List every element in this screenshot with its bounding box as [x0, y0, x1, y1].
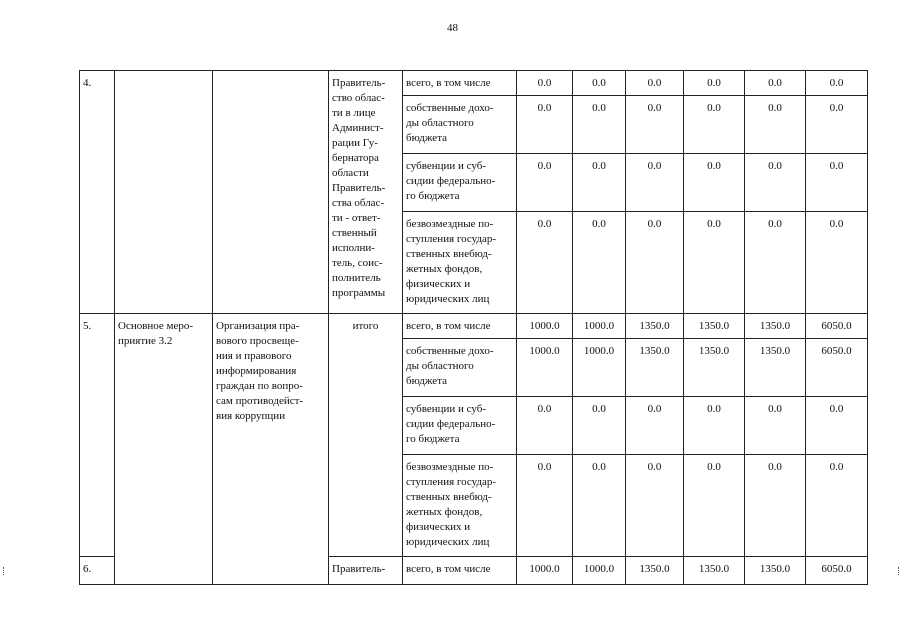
value-cell: 0.0 [745, 96, 806, 154]
value-cell: 0.0 [626, 397, 684, 455]
value-cell: 0.0 [626, 154, 684, 212]
funding-source: всего, в том числе [403, 314, 517, 339]
value-cell: 0.0 [684, 397, 745, 455]
scan-mark-left [3, 567, 8, 575]
funding-source: всего, в том числе [403, 557, 517, 585]
value-cell: 0.0 [806, 455, 868, 557]
funding-source: безвозмездные по- ступления государ- ственных внебюд- жетных фондов, физических и юридических лиц [403, 212, 517, 314]
executor-cell [329, 71, 403, 314]
value-cell: 0.0 [517, 96, 573, 154]
funding-source: всего, в том числе [403, 71, 517, 96]
table-row [80, 314, 868, 339]
value-cell: 6050.0 [806, 339, 868, 397]
event-description-cell [213, 314, 329, 585]
value-cell: 6050.0 [806, 557, 868, 585]
value-cell: 0.0 [684, 212, 745, 314]
row-number: 6. [80, 557, 115, 585]
funding-source: субвенции и суб- сидии федерально- го бюджета [403, 397, 517, 455]
executor-cell [329, 557, 403, 585]
value-cell: 0.0 [806, 397, 868, 455]
value-cell: 1350.0 [626, 557, 684, 585]
funding-source: собственные дохо- ды областного бюджета [403, 339, 517, 397]
value-cell: 0.0 [745, 71, 806, 96]
value-cell: 0.0 [745, 154, 806, 212]
value-cell: 1000.0 [573, 314, 626, 339]
value-cell: 0.0 [626, 212, 684, 314]
executor-text: Правитель- [332, 563, 386, 575]
value-cell: 1000.0 [517, 339, 573, 397]
value-cell: 1350.0 [745, 314, 806, 339]
event-name-cell [115, 71, 213, 314]
event-description: Организация пра- вового просвеще- ния и правового информирования граждан по вопро- сам противодейст- вия коррупции [216, 320, 304, 422]
value-cell: 0.0 [806, 154, 868, 212]
value-cell: 0.0 [745, 455, 806, 557]
scan-mark-right [898, 567, 903, 575]
value-cell: 0.0 [745, 212, 806, 314]
value-cell: 0.0 [517, 71, 573, 96]
executor-text: Правитель- ство облас- ти в лице Админист- рации Гу- бернатора области Правитель- ства облас- ти - ответ- ственный исполни- тель, соис- полнитель программы [332, 77, 386, 299]
value-cell: 0.0 [626, 455, 684, 557]
budget-table [79, 70, 868, 585]
value-cell: 0.0 [573, 71, 626, 96]
value-cell: 0.0 [745, 397, 806, 455]
value-cell: 0.0 [517, 455, 573, 557]
value-cell: 0.0 [684, 71, 745, 96]
event-name: Основное меро- приятие 3.2 [118, 320, 194, 347]
value-cell: 0.0 [573, 455, 626, 557]
value-cell: 1350.0 [745, 557, 806, 585]
value-cell: 0.0 [573, 397, 626, 455]
value-cell: 0.0 [573, 212, 626, 314]
executor-cell [329, 314, 403, 557]
value-cell: 0.0 [806, 212, 868, 314]
value-cell: 1350.0 [626, 339, 684, 397]
value-cell: 0.0 [517, 212, 573, 314]
value-cell: 1000.0 [517, 557, 573, 585]
funding-source: собственные дохо- ды областного бюджета [403, 96, 517, 154]
value-cell: 0.0 [626, 96, 684, 154]
value-cell: 0.0 [684, 96, 745, 154]
value-cell: 0.0 [573, 154, 626, 212]
value-cell: 1350.0 [626, 314, 684, 339]
value-cell: 1350.0 [684, 339, 745, 397]
event-name-cell [115, 314, 213, 585]
value-cell: 0.0 [517, 397, 573, 455]
row-number: 5. [80, 314, 115, 557]
value-cell: 1000.0 [573, 339, 626, 397]
value-cell: 1000.0 [517, 314, 573, 339]
value-cell: 0.0 [684, 455, 745, 557]
value-cell: 1000.0 [573, 557, 626, 585]
funding-source: субвенции и суб- сидии федерально- го бюджета [403, 154, 517, 212]
value-cell: 0.0 [573, 96, 626, 154]
value-cell: 6050.0 [806, 314, 868, 339]
table-row [80, 71, 868, 96]
event-description-cell [213, 71, 329, 314]
page-number: 48 [447, 22, 458, 34]
value-cell: 0.0 [806, 96, 868, 154]
value-cell: 1350.0 [684, 314, 745, 339]
executor-text: итого [352, 320, 379, 332]
value-cell: 0.0 [806, 71, 868, 96]
row-number: 4. [80, 71, 115, 314]
value-cell: 0.0 [517, 154, 573, 212]
value-cell: 0.0 [626, 71, 684, 96]
value-cell: 0.0 [684, 154, 745, 212]
value-cell: 1350.0 [745, 339, 806, 397]
value-cell: 1350.0 [684, 557, 745, 585]
funding-source: безвозмездные по- ступления государ- ственных внебюд- жетных фондов, физических и юридических лиц [403, 455, 517, 557]
